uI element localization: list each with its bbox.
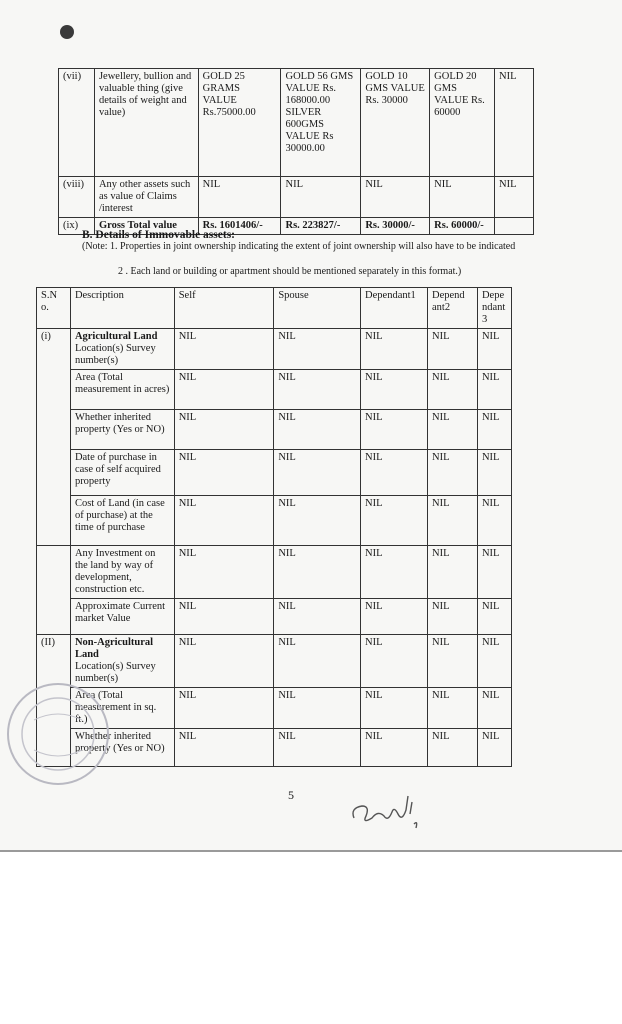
value-cell: NIL [361,450,428,496]
note-text-2: 2 . Each land or building or apartment should be mentioned separately in this format.) [118,266,462,277]
description-cell: Jewellery, bullion and valuable thing (give details of weight and value) [94,69,198,177]
value-cell: NIL [274,599,361,635]
header-dependant2: Depend ant2 [428,288,478,329]
value-cell: NIL [274,496,361,546]
spouse-total-cell: Rs. 223827/- [281,218,361,235]
value-cell: NIL [361,410,428,450]
value-cell: NIL [274,729,361,767]
sno-cell: (ix) [59,218,95,235]
value-cell: NIL [274,329,361,370]
description-cell: Any other assets such as value of Claims /interest [94,177,198,218]
value-cell: NIL [477,329,511,370]
sno-cell: (viii) [59,177,95,218]
value-cell: NIL [361,546,428,599]
header-dependant1: Dependant1 [361,288,428,329]
location-label: Location(s) Survey number(s) [74,343,156,366]
header-self: Self [174,288,274,329]
value-cell: NIL [174,729,274,767]
sno-cell: (II) [37,635,71,767]
self-cell: GOLD 25 GRAMS VALUE Rs.75000.00 [198,69,281,177]
spouse-cell: GOLD 56 GMS VALUE Rs. 168000.00 SILVER 600GMS VALUE Rs 30000.00 [281,69,361,177]
location-label: Location(s) Survey number(s) [74,661,156,684]
table-row [59,177,534,218]
description-cell [70,329,174,370]
sno-cell: (i) [37,329,71,546]
value-cell: NIL [477,450,511,496]
value-cell: NIL [477,410,511,450]
value-cell: NIL [174,329,274,370]
note-text: (Note: 1. Properties in joint ownership indicating the extent of joint ownership will also have to be indicated [82,241,516,252]
value-cell: NIL [477,496,511,546]
sno-cell-blank [37,546,71,635]
description-cell: Any Investment on the land by way of development, construction etc. [70,546,174,599]
description-cell: Area (Total measurement in acres) [70,370,174,410]
value-cell: NIL [274,410,361,450]
value-cell: NIL [174,688,274,729]
value-cell: NIL [174,410,274,450]
table-row [37,370,512,410]
value-cell: NIL [428,729,478,767]
page-number: 5 [288,788,294,802]
value-cell: NIL [274,635,361,688]
spouse-cell: NIL [281,177,361,218]
value-cell: NIL [428,370,478,410]
value-cell: NIL [361,729,428,767]
dependant1-total-cell: Rs. 30000/- [361,218,430,235]
value-cell: NIL [174,496,274,546]
value-cell: NIL [477,370,511,410]
section-heading: B. Details of Immovable assets: [82,229,235,241]
land-type-title: Non-Agricultural Land [74,637,154,660]
table-header-row [37,288,512,329]
dependant3-cell: NIL [495,69,534,177]
value-cell: NIL [361,370,428,410]
description-cell: Whether inherited property (Yes or NO) [70,410,174,450]
value-cell: NIL [174,635,274,688]
header-description: Description [70,288,174,329]
description-cell: Whether inherited property (Yes or NO) [70,729,174,767]
value-cell: NIL [477,546,511,599]
self-total-cell: Rs. 1601406/- [198,218,281,235]
dependant1-cell: GOLD 10 GMS VALUE Rs. 30000 [361,69,430,177]
value-cell: NIL [274,450,361,496]
value-cell: NIL [361,688,428,729]
dependant1-cell: NIL [361,177,430,218]
description-cell: Approximate Current market Value [70,599,174,635]
table-row [37,410,512,450]
dependant3-total-cell [495,218,534,235]
value-cell: NIL [477,729,511,767]
value-cell: NIL [428,635,478,688]
description-cell: Date of purchase in case of self acquired property [70,450,174,496]
value-cell: NIL [361,496,428,546]
punch-hole [60,25,74,39]
value-cell: NIL [274,688,361,729]
signature [348,788,428,832]
table-row [37,599,512,635]
dependant2-cell: GOLD 20 GMS VALUE Rs. 60000 [430,69,495,177]
header-sno: S.N o. [37,288,71,329]
value-cell: NIL [174,370,274,410]
description-cell: Gross Total value [94,218,198,235]
value-cell: NIL [428,410,478,450]
table-row [37,496,512,546]
value-cell: NIL [361,635,428,688]
value-cell: NIL [274,370,361,410]
value-cell: NIL [477,635,511,688]
value-cell: NIL [274,546,361,599]
value-cell: NIL [428,450,478,496]
value-cell: NIL [428,329,478,370]
description-cell: Area (Total measurement in sq. ft.) [70,688,174,729]
value-cell: NIL [174,546,274,599]
sno-cell: (vii) [59,69,95,177]
self-cell: NIL [198,177,281,218]
dependant3-cell: NIL [495,177,534,218]
dependant2-cell: NIL [430,177,495,218]
value-cell: NIL [361,329,428,370]
description-cell: Cost of Land (in case of purchase) at the time of purchase [70,496,174,546]
value-cell: NIL [428,546,478,599]
value-cell: NIL [174,599,274,635]
value-cell: NIL [477,599,511,635]
value-cell: NIL [361,599,428,635]
value-cell: NIL [428,688,478,729]
value-cell: NIL [428,496,478,546]
header-spouse: Spouse [274,288,361,329]
table-row [37,450,512,496]
movable-assets-table [58,68,534,235]
table-row [59,69,534,177]
table-row [37,329,512,370]
table-row [37,546,512,599]
dependant2-total-cell: Rs. 60000/- [430,218,495,235]
office-seal-stamp [4,680,112,788]
value-cell: NIL [174,450,274,496]
value-cell: NIL [428,599,478,635]
header-dependant3: Depe ndant 3 [477,288,511,329]
land-type-title: Agricultural Land [74,331,158,342]
value-cell: NIL [477,688,511,729]
